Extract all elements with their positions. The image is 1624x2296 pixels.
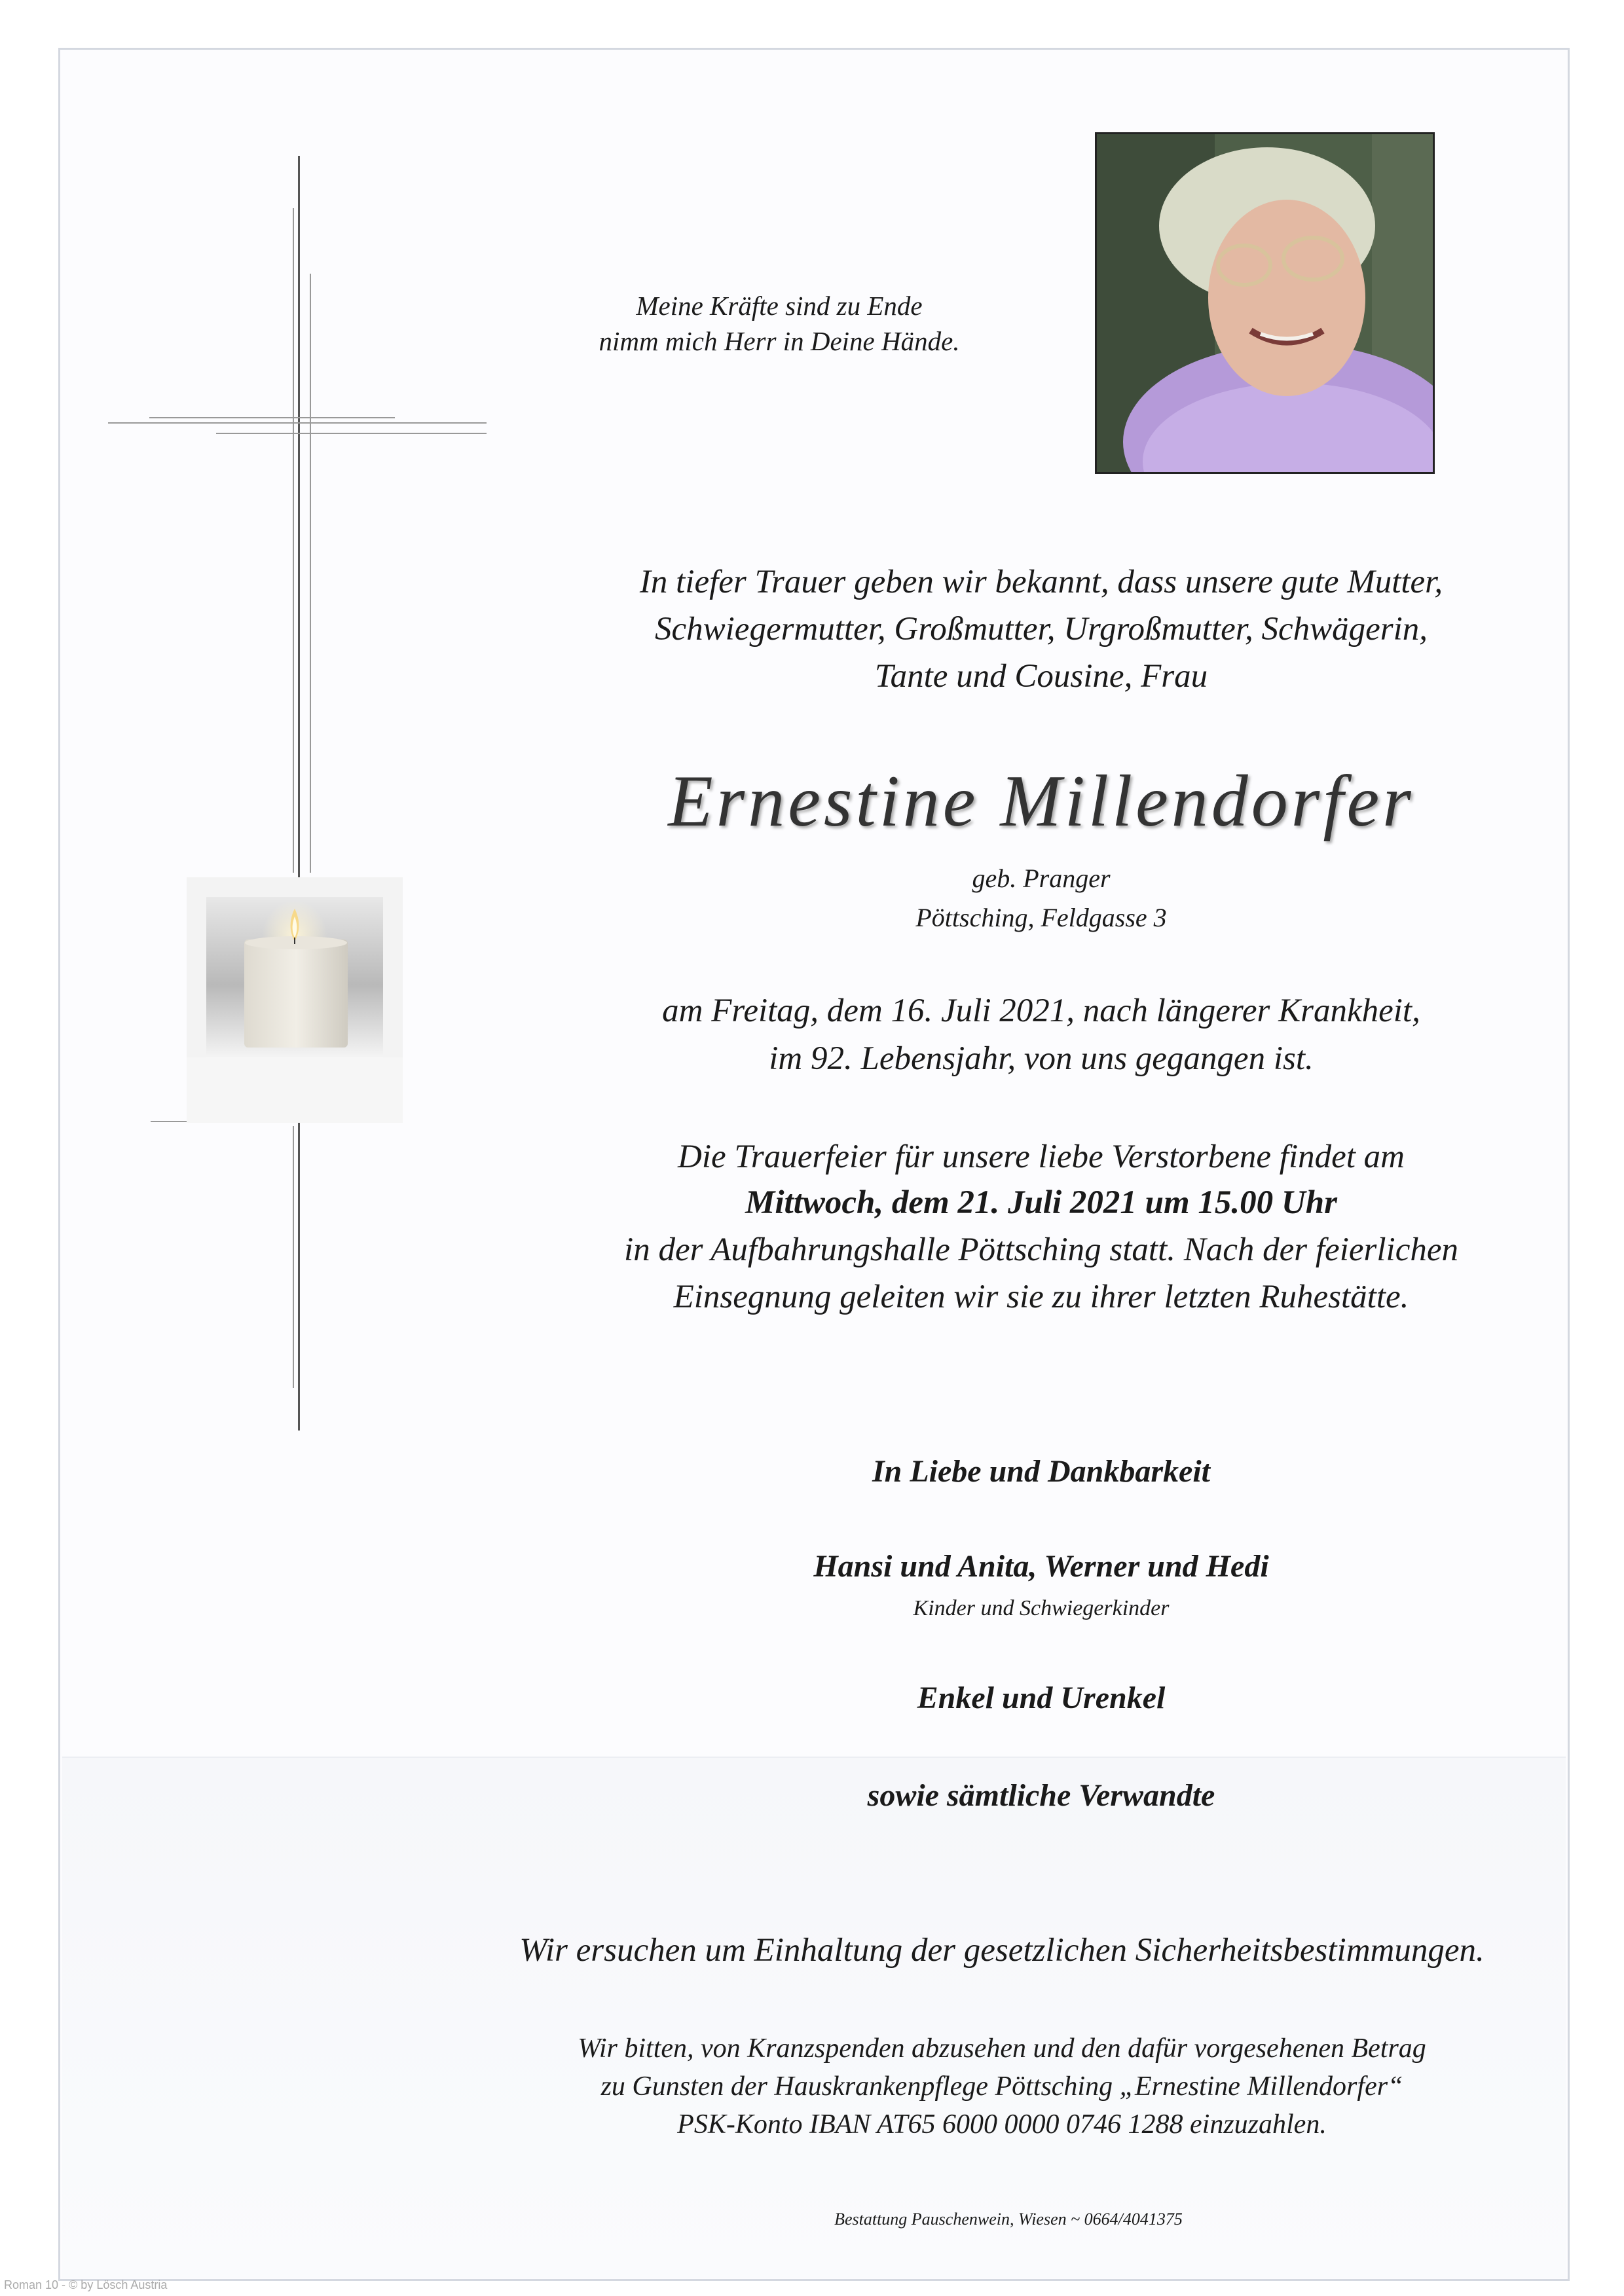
motto-line-2: nimm mich Herr in Deine Hände. bbox=[599, 326, 960, 356]
donation-line-2: zu Gunsten der Hauskrankenpflege Pöttsching „Ernestine Millendorfer“ bbox=[600, 2071, 1403, 2102]
mourners-grandchildren: Enkel und Urenkel bbox=[917, 1681, 1166, 1715]
mourners-children: Hansi und Anita, Werner und Hedi bbox=[813, 1549, 1269, 1584]
address: Pöttsching, Feldgasse 3 bbox=[915, 903, 1167, 932]
motto-line-1: Meine Kräfte sind zu Ende bbox=[636, 291, 923, 321]
ceremony-line-3: in der Aufbahrungshalle Pöttsching statt. Nach der feierlichen bbox=[624, 1231, 1458, 1268]
intro-line-3: Tante und Cousine, Frau bbox=[874, 658, 1208, 695]
ceremony-date: Mittwoch, dem 21. Juli 2021 um 15.00 Uhr bbox=[745, 1184, 1337, 1221]
lower-background-band bbox=[62, 1757, 1566, 2278]
candle-icon bbox=[187, 877, 403, 1123]
template-credit: Roman 10 - © by Lösch Austria bbox=[4, 2278, 168, 2291]
ceremony-line-4: Einsegnung geleiten wir sie zu ihrer letzten Ruhestätte. bbox=[673, 1279, 1409, 1315]
intro-line-2: Schwiegermutter, Großmutter, Urgroßmutter, Schwägerin, bbox=[654, 611, 1428, 647]
mourners-heading: In Liebe und Dankbarkeit bbox=[872, 1454, 1211, 1489]
intro-line-1: In tiefer Trauer geben wir bekannt, dass unsere gute Mutter, bbox=[639, 564, 1443, 600]
donation-line-3: PSK-Konto IBAN AT65 6000 0000 0746 1288 einzuzahlen. bbox=[677, 2109, 1327, 2140]
death-line-1: am Freitag, dem 16. Juli 2021, nach längerer Krankheit, bbox=[662, 993, 1420, 1029]
safety-notice: Wir ersuchen um Einhaltung der gesetzlichen Sicherheitsbestimmungen. bbox=[519, 1932, 1485, 1969]
birth-name: geb. Pranger bbox=[972, 864, 1111, 893]
portrait-photo bbox=[1095, 132, 1435, 474]
mourners-relatives: sowie sämtliche Verwandte bbox=[867, 1778, 1215, 1813]
death-line-2: im 92. Lebensjahr, von uns gegangen ist. bbox=[769, 1040, 1314, 1077]
donation-line-1: Wir bitten, von Kranzspenden abzusehen und den dafür vorgesehenen Betrag bbox=[578, 2033, 1426, 2064]
ceremony-line-1: Die Trauerfeier für unsere liebe Verstorbene findet am bbox=[677, 1139, 1405, 1175]
deceased-name: Ernestine Millendorfer bbox=[668, 761, 1414, 842]
funeral-home: Bestattung Pauschenwein, Wiesen ~ 0664/4041375 bbox=[834, 2210, 1183, 2229]
mourners-children-note: Kinder und Schwiegerkinder bbox=[913, 1596, 1170, 1620]
